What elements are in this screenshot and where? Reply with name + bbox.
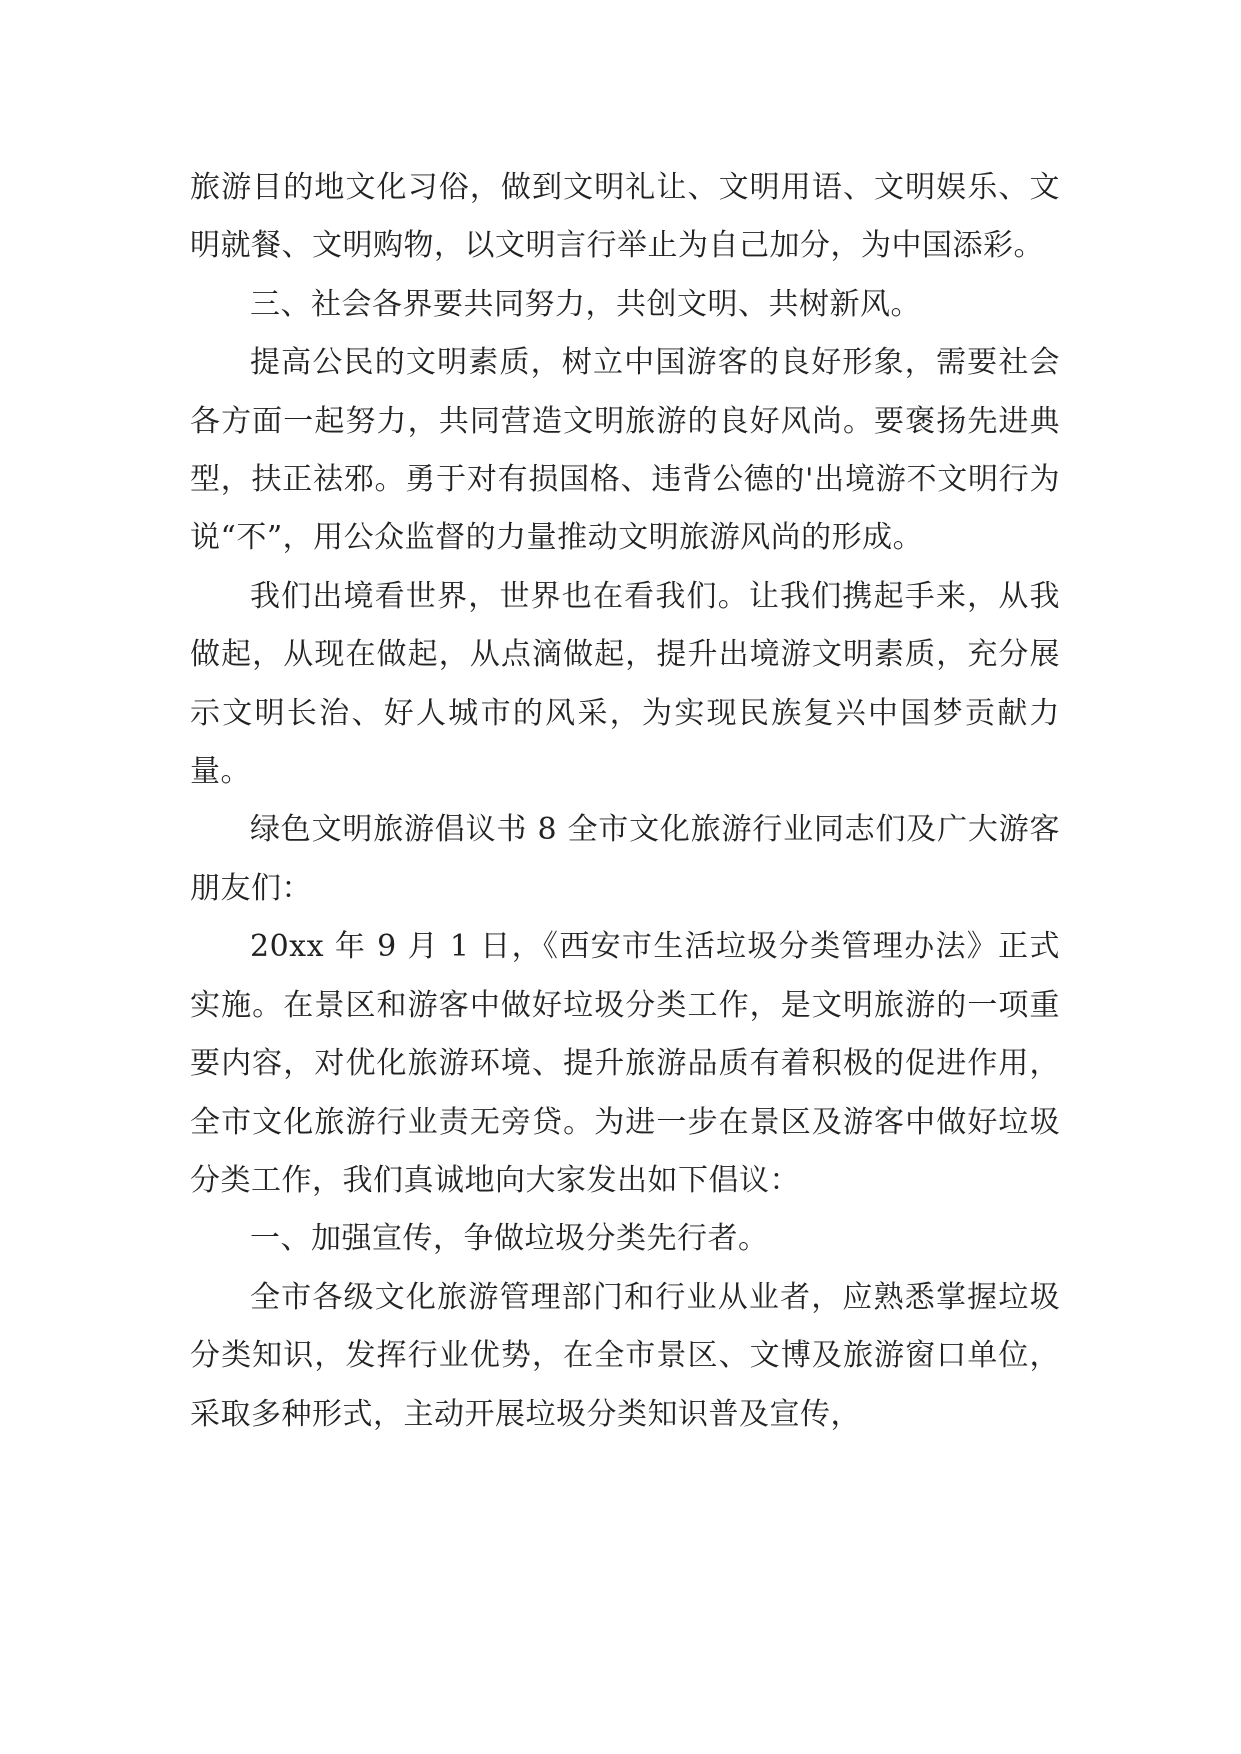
- paragraph-title-salutation: 绿色文明旅游倡议书 8 全市文化旅游行业同志们及广大游客朋友们：: [190, 812, 1060, 906]
- paragraph-continued: 旅游目的地文化习俗，做到文明礼让、文明用语、文明娱乐、文明就餐、文明购物，以文明言行举止为自己加分，为中国添彩。: [190, 170, 1060, 264]
- paragraph: 20xx 年 9 月 1 日，《西安市生活垃圾分类管理办法》正式实施。在景区和游客中做好垃圾分类工作，是文明旅游的一项重要内容，对优化旅游环境、提升旅游品质有着积极的促进作用，全市文化旅游行业责无旁贷。为进一步在景区及游客中做好垃圾分类工作，我们真诚地向大家发出如下倡议：: [190, 929, 1060, 1198]
- paragraph: 全市各级文化旅游管理部门和行业从业者，应熟悉掌握垃圾分类知识，发挥行业优势，在全市景区、文博及旅游窗口单位，采取多种形式，主动开展垃圾分类知识普及宣传，: [190, 1279, 1060, 1432]
- paragraph-heading-one: 一、加强宣传，争做垃圾分类先行者。: [250, 1221, 769, 1257]
- paragraph-heading-three: 三、社会各界要共同努力，共创文明、共树新风。: [250, 286, 921, 322]
- paragraph: 我们出境看世界，世界也在看我们。让我们携起手来，从我做起，从现在做起，从点滴做起，提升出境游文明素质，充分展示文明长治、好人城市的风采，为实现民族复兴中国梦贡献力量。: [190, 578, 1060, 790]
- paragraph: 提高公民的文明素质，树立中国游客的良好形象，需要社会各方面一起努力，共同营造文明旅游的良好风尚。要褒扬先进典型，扶正祛邪。勇于对有损国格、违背公德的'出境游不文明行为说“不”，用公众监督的力量推动文明旅游风尚的形成。: [190, 345, 1060, 556]
- document-body: [190, 159, 1060, 1444]
